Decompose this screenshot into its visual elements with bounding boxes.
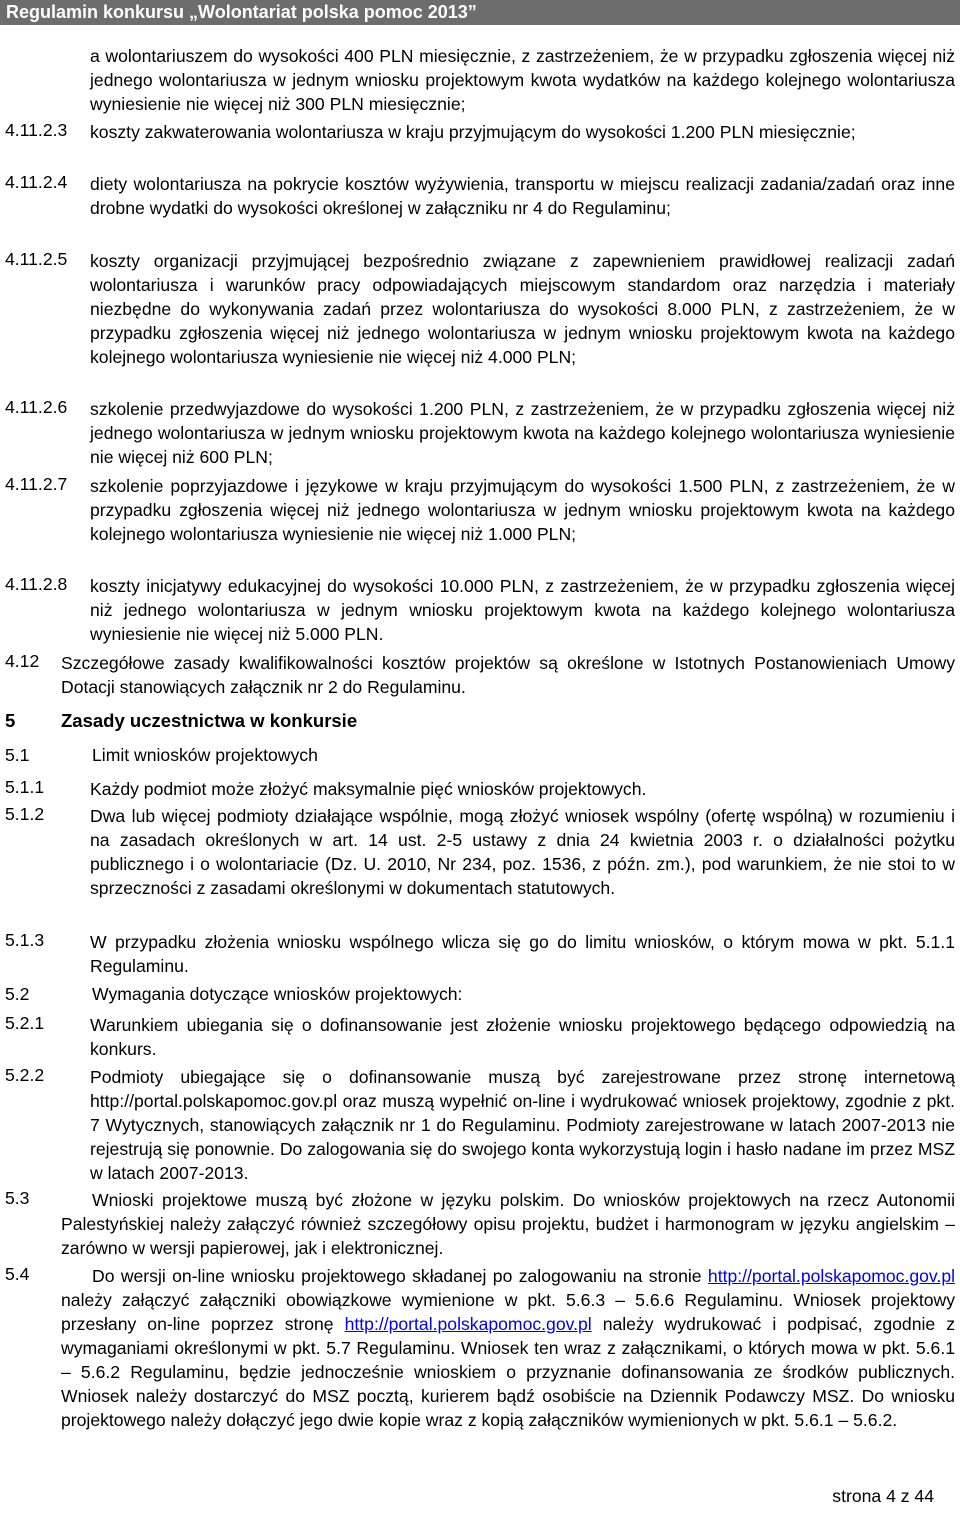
item-text: koszty inicjatywy edukacyjnej do wysokości 10.000 PLN, z zastrzeżeniem, że w przypadku zgłoszenia więcej niż jednego wolontariusza w jednym wniosku projektowym kwota na każdego kolejnego wolontariusza wyniesienie nie więcej niż 5.000 PLN. [90,576,955,644]
document-title: Regulamin konkursu „Wolontariat polska pomoc 2013” [6,2,477,22]
item-text: Podmioty ubiegające się o dofinansowanie muszą być zarejestrowane przez stronę internetową http://portal.polskapomoc.gov.pl oraz muszą wypełnić on-line i wydrukować wniosek projektowy, zgodnie z pkt. 7 Wytycznych, stanowiących załącznik nr 1 do Regulaminu. Podmioty zarejestrowane w latach 2007-2013 nie rejestrują się ponownie. Do zalogowania się do swojego konta wykorzystują login i hasło nadane im przez MSZ w latach 2007-2013. [90,1067,955,1183]
item-text: Szczegółowe zasady kwalifikowalności kosztów projektów są określone w Istotnych Postanowieniach Umowy Dotacji stanowiących załącznik nr 2 do Regulaminu. [61,653,955,697]
item-text: Warunkiem ubiegania się o dofinansowanie jest złożenie wniosku projektowego będącego odpowiedzią na konkurs. [90,1015,955,1059]
item-text: szkolenie przedwyjazdowe do wysokości 1.200 PLN, z zastrzeżeniem, że w przypadku zgłoszenia więcej niż jednego wolontariusza w jednym wniosku projektowym kwota na każdego kolejnego wolontariusza wyniesienie nie więcej niż 600 PLN; [90,399,955,467]
item-text: W przypadku złożenia wniosku wspólnego wlicza się go do limitu wniosków, o którym mowa w pkt. 5.1.1 Regulaminu. [90,932,955,976]
subsection-title: Wymagania dotyczące wniosków projektowych: [92,984,463,1004]
item-number: 4.12 [5,651,40,671]
text-part: Do wersji on-line wniosku projektowego składanej po zalogowaniu na stronie [92,1266,702,1286]
item-number: 4.11.2.6 [5,397,68,417]
item-number: 4.11.2.3 [5,120,68,140]
section-title: Zasady uczestnictwa w konkursie [61,710,358,731]
portal-link[interactable]: http://portal.polskapomoc.gov.pl [344,1314,592,1334]
text-part: należy załączyć załączniki obowiązkowe wymienione w pkt. 5.6.3 – 5.6.6 Regulaminu. Wniosek projektowy przesłany on-line poprzez stronę [61,1290,955,1334]
item-number: 5.2.2 [5,1065,45,1085]
subsection-title: Limit wniosków projektowych [92,745,318,765]
item-number: 5.1.3 [5,930,45,950]
item-number: 4.11.2.8 [5,574,68,594]
page-number: strona 4 z 44 [832,1486,934,1506]
item-number: 5.2.1 [5,1013,45,1033]
subsection-text [61,1264,955,1432]
item-number: 4.11.2.4 [5,172,68,192]
item-text: koszty organizacji przyjmującej bezpośrednio związane z zapewnieniem prawidłowej realizacji zadań wolontariusza i warunków pracy odpowiadających miejscowym standardom oraz narzędzia i materiały niezbędne do wykonywania zadań przez wolontariusza do wysokości 8.000 PLN, z zastrzeżeniem, że w przypadku zgłoszenia więcej niż jednego wolontariusza w jednym wniosku projektowym kwota na każdego kolejnego wolontariusza wyniesienie nie więcej niż 4.000 PLN; [90,251,955,367]
subsection-number: 5.2 [5,984,30,1004]
subsection-text: Wnioski projektowe muszą być złożone w języku polskim. Do wniosków projektowych na rzecz Autonomii Palestyńskiej należy załączyć również szczegółowy opisu projektu, budżet i harmonogram w języku angielskim – zarówno w wersji papierowej, jak i elektronicznej. [61,1190,955,1258]
item-text: szkolenie poprzyjazdowe i językowe w kraju przyjmującym do wysokości 1.500 PLN, z zastrzeżeniem, że w przypadku zgłoszenia więcej niż jednego wolontariusza w jednym wniosku projektowym kwota na każdego kolejnego wolontariusza wyniesienie nie więcej niż 1.000 PLN; [90,476,955,544]
portal-link[interactable]: http://portal.polskapomoc.gov.pl [707,1266,956,1286]
subsection-number: 5.1 [5,745,30,765]
item-text: Każdy podmiot może złożyć maksymalnie pięć wniosków projektowych. [90,779,647,799]
item-number: 4.11.2.7 [5,474,68,494]
text-part: należy wydrukować i podpisać, zgodnie z wymaganiami określonymi w pkt. 5.7 Regulaminu. Wniosek ten wraz z załącznikami, o których mowa w pkt. 5.6.1 – 5.6.2 Regulaminu, będzie jednocześnie wnioskiem o przyznanie dofinansowania ze środków publicznych. Wniosek należy dostarczyć do MSZ pocztą, kurierem bądź osobiście na Dziennik Podawczy MSZ. Do wniosku projektowego należy dołączyć jego dwie kopie wraz z kopią załączników wymienionych w pkt. 5.6.1 – 5.6.2. [61,1314,955,1430]
subsection-number: 5.3 [5,1188,30,1208]
item-number: 5.1.2 [5,804,45,824]
subsection-number: 5.4 [5,1264,30,1284]
item-number: 4.11.2.5 [5,249,68,269]
page-header [0,0,960,25]
item-text: koszty zakwaterowania wolontariusza w kraju przyjmującym do wysokości 1.200 PLN miesięcznie; [90,122,856,142]
continuation-paragraph: a wolontariuszem do wysokości 400 PLN miesięcznie, z zastrzeżeniem, że w przypadku zgłoszenia więcej niż jednego wolontariusza w jednym wniosku projektowym kwota wydatków na każdego kolejnego wolontariusza wyniesienie nie więcej niż 300 PLN miesięcznie; [90,46,955,114]
item-number: 5.1.1 [5,777,45,797]
item-text: Dwa lub więcej podmioty działające wspólnie, mogą złożyć wniosek wspólny (ofertę wspólną) w rozumieniu i na zasadach określonych w art. 14 ust. 2-5 ustawy z dnia 24 kwietnia 2003 r. o działalności pożytku publicznego i o wolontariacie (Dz. U. 2010, Nr 234, poz. 1536, z późn. zm.), pod warunkiem, że nie stoi to w sprzeczności z zasadami określonymi w dokumentach statutowych. [90,806,955,898]
section-number: 5 [5,710,16,731]
item-text: diety wolontariusza na pokrycie kosztów wyżywienia, transportu w miejscu realizacji zadania/zadań oraz inne drobne wydatki do wysokości określonej w załączniku nr 4 do Regulaminu; [90,174,955,218]
